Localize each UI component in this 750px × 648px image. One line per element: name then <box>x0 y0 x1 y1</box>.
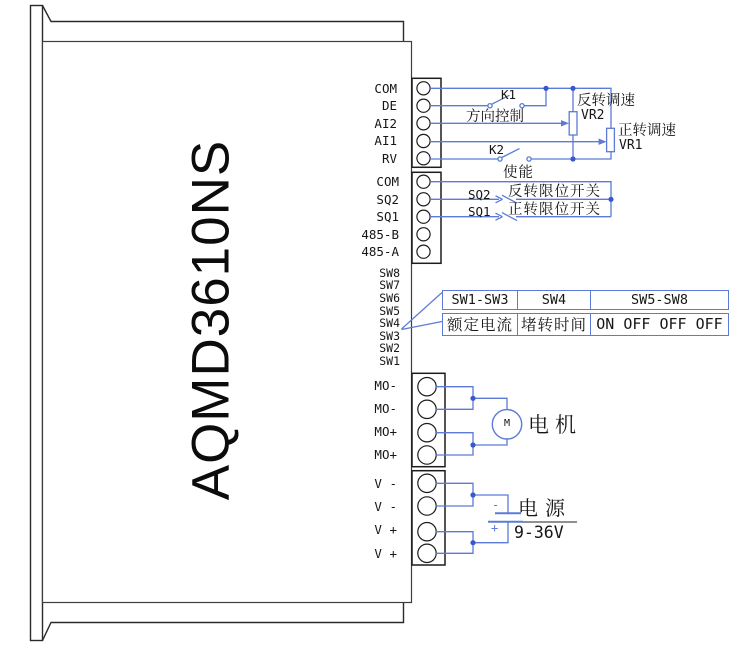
vr1-potentiometer <box>607 128 615 151</box>
dip-table-value: 堵转时间 <box>518 313 591 336</box>
dip-table-header: SW4 <box>518 290 591 311</box>
vr2-potentiometer <box>569 112 577 135</box>
forward-limit-label: 正转限位开关 <box>508 201 601 218</box>
signal-terminal-labels <box>337 173 399 261</box>
ai2-wiper-arrow <box>561 120 569 126</box>
dip-switch-labels <box>340 267 400 368</box>
battery-minus-sign: - <box>492 498 500 512</box>
terminal-label: MO+ <box>374 446 397 462</box>
dip-label: SW7 <box>379 278 400 293</box>
terminal-label: AI2 <box>374 115 397 131</box>
forward-speed-label: 正转调速 <box>618 123 676 139</box>
power-label: 电源 <box>518 495 572 520</box>
dip-label: SW3 <box>379 328 400 343</box>
terminal-label: V - <box>374 498 397 514</box>
terminal-label: 485-B <box>361 226 399 242</box>
sq1-label: SQ1 <box>468 204 491 219</box>
enable-label: 使能 <box>503 165 534 181</box>
vr2-label: VR2 <box>581 107 605 123</box>
dip-label: SW5 <box>379 303 400 318</box>
k2-switch-blade <box>502 149 520 158</box>
motor-label: 电机 <box>528 412 582 437</box>
terminal-label: COM <box>374 80 397 96</box>
k2-label: K2 <box>489 141 505 157</box>
terminal-label: AI1 <box>374 133 397 149</box>
dip-table-header-row <box>442 290 729 311</box>
terminal-label: V - <box>374 475 397 491</box>
terminal-label: MO- <box>374 378 397 394</box>
dip-label: SW1 <box>379 353 400 368</box>
reverse-speed-label: 反转调速 <box>577 93 635 109</box>
model-name: AQMD3610NS <box>181 139 241 501</box>
dip-table-value: ON OFF OFF OFF <box>591 313 729 336</box>
mounting-plate <box>31 6 43 641</box>
terminal-label: SQ1 <box>376 209 399 224</box>
motor-m-label: M <box>503 418 511 430</box>
terminal-label: SQ2 <box>376 191 399 207</box>
reverse-limit-label: 反转限位开关 <box>508 184 601 200</box>
power-terminal-labels <box>337 472 397 565</box>
sq2-label: SQ2 <box>468 186 491 202</box>
ai1-wiper-arrow <box>599 139 607 145</box>
terminal-label: RV <box>381 150 397 166</box>
battery-plus-sign: + <box>491 521 499 535</box>
terminal-label: MO+ <box>374 423 397 439</box>
direction-control-label: 方向控制 <box>466 109 524 125</box>
top-flange <box>43 6 404 42</box>
terminal-label: V + <box>374 522 397 538</box>
motor-terminal-labels <box>337 375 397 467</box>
dip-table-header: SW5-SW8 <box>591 290 729 311</box>
dip-table-header: SW1-SW3 <box>442 290 518 311</box>
terminal-label: V + <box>374 545 397 561</box>
dip-label: SW8 <box>379 265 400 280</box>
terminal-label: 485-A <box>361 244 399 259</box>
terminal-label: COM <box>376 174 399 189</box>
dip-table-value-row <box>442 313 729 336</box>
terminal-label: MO- <box>374 401 397 417</box>
dip-label: SW4 <box>379 316 400 331</box>
dip-label: SW6 <box>379 290 400 305</box>
vr1-label: VR1 <box>619 137 643 153</box>
control-terminal-labels <box>337 80 397 168</box>
dip-table-value: 额定电流 <box>442 313 518 336</box>
junction-dot <box>608 197 613 202</box>
bottom-flange <box>43 603 404 641</box>
k1-label: K1 <box>501 87 517 102</box>
voltage-label: 9-36V <box>514 523 564 542</box>
terminal-label: DE <box>381 98 397 114</box>
dip-label: SW2 <box>379 341 400 356</box>
